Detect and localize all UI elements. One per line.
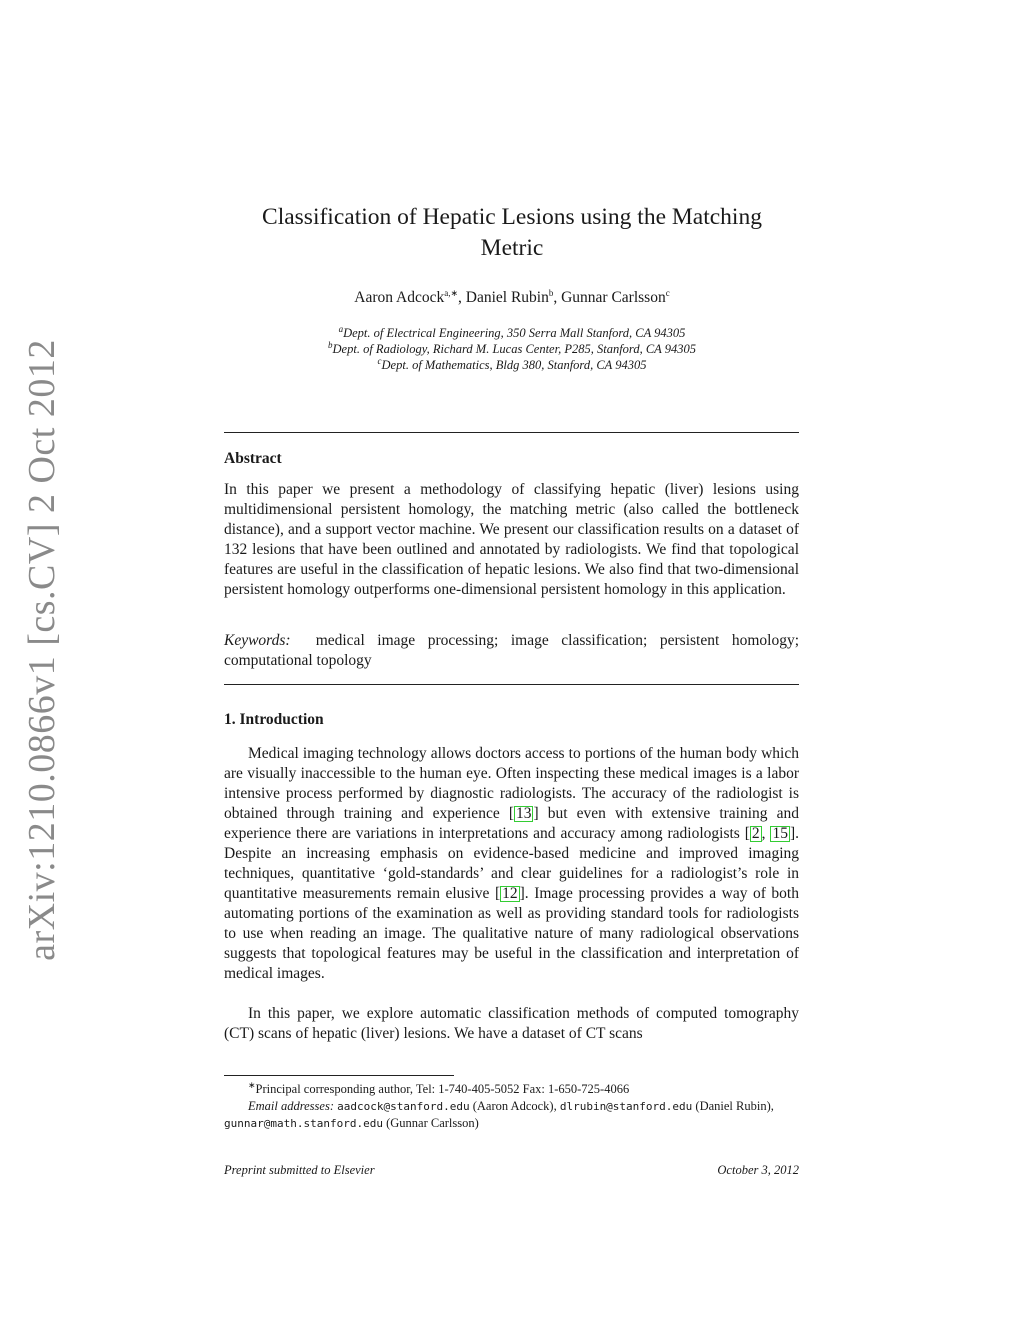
author-sup: a,∗: [444, 287, 459, 298]
intro-paragraph-1: Medical imaging technology allows doctors access to portions of the human body which are visually inaccessible to the human eye. Often inspecting these medical images is a labor intensive process performed by diagnostic radiologists. The accuracy of the radiologist is obtained through training and experience [ 13 ] but even with extensive training and experience there are variations in interpretations and accuracy among radiologists [ 2 , 15 ]. Despite an increasing emphasis on evidence-based medicine and improved imaging techniques, quantitative ‘gold-standards’ and clear guidelines for a radiologist’s role in quantitative measurements remain elusive [ 12 ]. Image processing provides a way of both automating portions of the examination as well as providing standard tools for radiologists to use when reading an image. The qualitative nature of many radiological observations suggests that topological features may be useful in the classification and interpretation of medical images.: [224, 745, 800, 982]
footnote: [224, 1081, 799, 1132]
email-link[interactable]: aadcock@stanford.edu: [337, 1100, 470, 1113]
email-link[interactable]: gunnar@math.stanford.edu: [224, 1117, 383, 1130]
footnote-emails: Email addresses: aadcock@stanford.edu (Aaron Adcock), dlrubin@stanford.edu (Daniel Rubin), gunnar@math.stanford.edu (Gunnar Carlsson): [224, 1099, 774, 1130]
affiliation-c: $^c$Dept. of Mathematics, Bldg 380, Stanford, CA 94305: [377, 355, 647, 372]
citation-link[interactable]: 15: [772, 825, 788, 842]
affiliations: [222, 325, 802, 373]
paper-title: [222, 202, 802, 264]
abstract-bottom-rule: [224, 684, 799, 685]
citation-link[interactable]: 12: [502, 885, 518, 902]
author-name: Aaron Adcock: [354, 289, 445, 306]
affiliation-b: $^b$Dept. of Radiology, Richard M. Lucas Center, P285, Stanford, CA 94305: [328, 339, 696, 356]
keywords-text: medical image processing; image classification; persistent homology; computational topology: [224, 632, 800, 669]
keywords: [224, 631, 799, 671]
title-line-2: Metric: [480, 235, 544, 261]
footer-right: October 3, 2012: [717, 1163, 799, 1177]
author-list: Aaron Adcock$^{a,∗}$, Daniel Rubin$^b$, Gunnar Carlsson$^c$: [354, 287, 670, 306]
email-link[interactable]: dlrubin@stanford.edu: [559, 1100, 693, 1113]
title-line-1: Classification of Hepatic Lesions using the Matching: [262, 204, 762, 230]
intro-paragraph-2: In this paper, we explore automatic classification methods of computed tomography (CT) scans of hepatic (liver) lesions. We have a dataset of CT scans: [224, 1005, 799, 1042]
author-name: Gunnar Carlsson: [561, 289, 666, 306]
author-sup: c: [665, 287, 670, 298]
keywords-label: Keywords:: [224, 632, 291, 649]
arxiv-identifier: arXiv:1210.0866v1 [cs.CV] 2 Oct 2012: [21, 339, 63, 961]
author-sup: b: [548, 287, 554, 298]
footnote-corresponding: ∗Principal corresponding author, Tel: 1-740-405-5052 Fax: 1-650-725-4066: [248, 1079, 630, 1096]
abstract-heading: Abstract: [224, 450, 282, 467]
footer-left: Preprint submitted to Elsevier: [224, 1163, 375, 1177]
abstract-text: In this paper we present a methodology of classifying hepatic (liver) lesions using multidimensional persistent homology, the matching metric (also called the bottleneck distance), and a support vector machine. We present our classification results on a dataset of 132 lesions that have been outlined and annotated by radiologists. We find that topological features are useful in the classification of hepatic lesions. We also find that two-dimensional persistent homology outperforms one-dimensional persistent homology in this application.: [224, 481, 799, 598]
citation-link[interactable]: 13: [515, 805, 532, 822]
section-heading-introduction: 1. Introduction: [224, 711, 324, 728]
citation-link[interactable]: 2: [751, 825, 760, 842]
footnote-rule: [224, 1075, 454, 1076]
affiliation-a: $^a$Dept. of Electrical Engineering, 350 Serra Mall Stanford, CA 94305: [338, 323, 686, 340]
author-name: Daniel Rubin: [465, 289, 549, 306]
abstract-top-rule: [224, 432, 799, 433]
